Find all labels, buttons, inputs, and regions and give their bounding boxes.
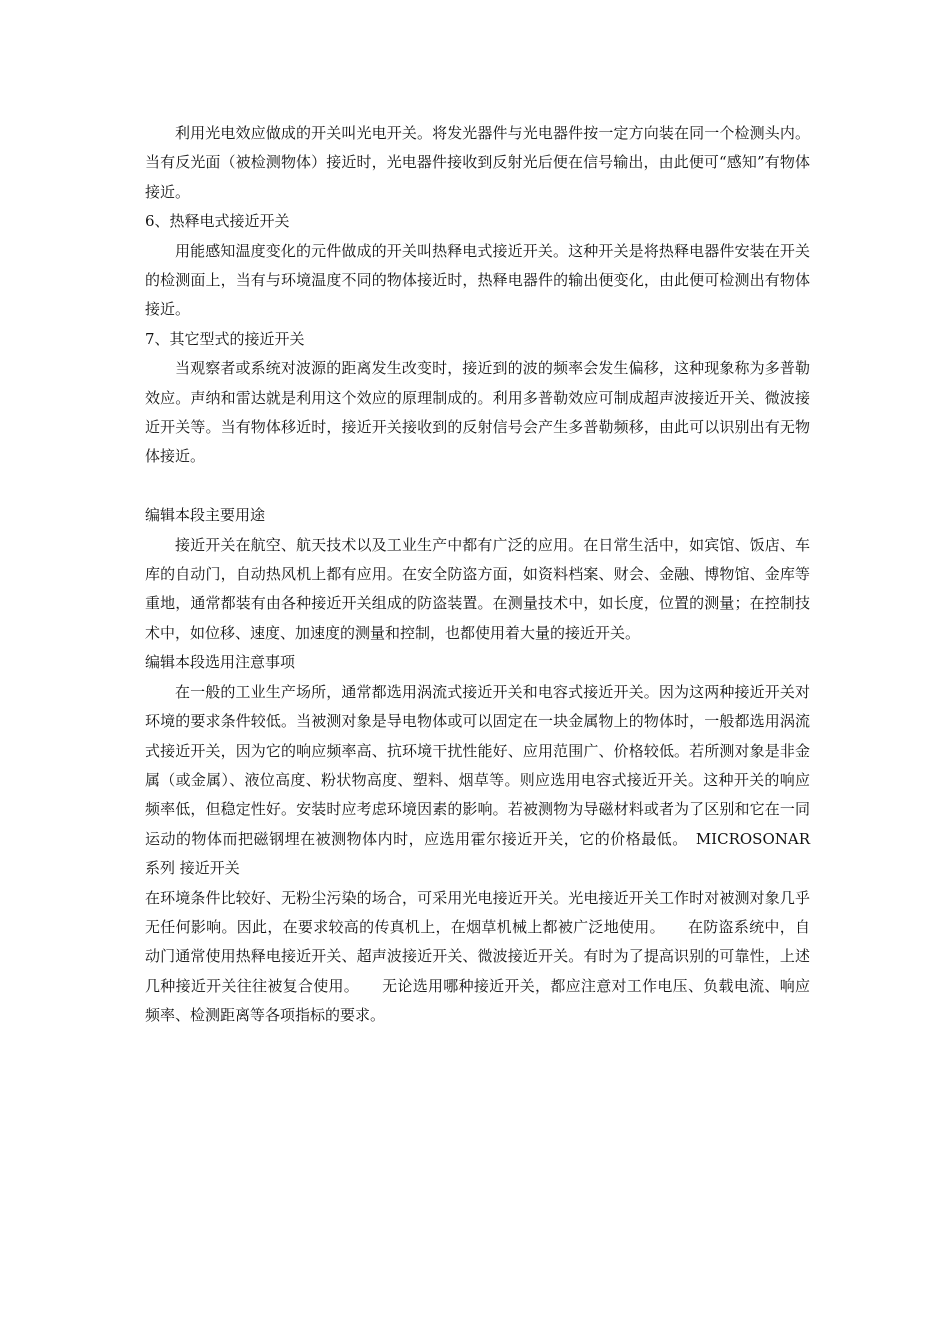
heading-pyroelectric-switch: 6、热释电式接近开关 [145, 212, 290, 231]
paragraph-gap [145, 472, 810, 501]
paragraph-main-uses: 接近开关在航空、航天技术以及工业生产中都有广泛的应用。在日常生活中，如宾馆、饭店、车库的自动门，自动热风机上都有应用。在安全防盗方面，如资料档案、财会、金融、博物馆、金库等重地，通常都装有由各种接近开关组成的防盗装置。在测量技术中，如长度，位置的测量；在控制技术中，如位移、速度、加速度的测量和控制，也都使用着大量的接近开关。 [145, 535, 810, 642]
paragraph-final-notes: 在环境条件比较好、无粉尘污染的场合，可采用光电接近开关。光电接近开关工作时对被测对象几乎无任何影响。因此，在要求较高的传真机上，在烟草机械上都被广泛地使用。 在防盗系统中，自动门通常使用热释电接近开关、超声波接近开关、微波接近开关。有时为了提高识别的可靠性，上述几种接近开关往往被复合使用。 无论选用哪种接近开关，都应注意对工作电压、负载电流、响应频率、检测距离等各项指标的要求。 [145, 888, 810, 1025]
paragraph-other-switches: 当观察者或系统对波源的距离发生改变时，接近到的波的频率会发生偏移，这种现象称为多普勒效应。声纳和雷达就是利用这个效应的原理制成的。利用多普勒效应可制成超声波接近开关、微波接近开关等。当有物体移近时，接近开关接收到的反射信号会产生多普勒频移，由此可以识别出有无物体接近。 [145, 359, 810, 466]
heading-other-switches: 7、其它型式的接近开关 [145, 329, 305, 348]
heading-selection-notes: 编辑本段选用注意事项 [145, 653, 296, 672]
paragraph-photoelectric-switch: 利用光电效应做成的开关叫光电开关。将发光器件与光电器件按一定方向装在同一个检测头内。当有反光面（被检测物体）接近时，光电器件接收到反射光后便在信号输出，由此便可“感知”有物体接近。 [145, 124, 810, 201]
paragraph-pyroelectric-switch: 用能感知温度变化的元件做成的开关叫热释电式接近开关。这种开关是将热释电器件安装在开关的检测面上，当有与环境温度不同的物体接近时，热释电器件的输出便变化，由此便可检测出有物体接近。 [145, 241, 810, 319]
document-body [145, 119, 810, 1031]
heading-main-uses: 编辑本段主要用途 [145, 506, 266, 525]
paragraph-selection-notes: 在一般的工业生产场所，通常都选用涡流式接近开关和电容式接近开关。因为这两种接近开关对环境的要求条件较低。当被测对象是导电物体或可以固定在一块金属物上的物体时，一般都选用涡流式接近开关，因为它的响应频率高、抗环境干扰性能好、应用范围广、价格较低。若所测对象是非金属（或金属）、液位高度、粉状物高度、塑料、烟草等。则应选用电容式接近开关。这种开关的响应频率低，但稳定性好。安装时应考虑环境因素的影响。若被测物为导磁材料或者为了区别和它在一同运动的物体而把磁钢埋在被测物体内时，应选用霍尔接近开关，它的价格最低。 MICROSONAR 系列 接近开关 [145, 682, 810, 878]
